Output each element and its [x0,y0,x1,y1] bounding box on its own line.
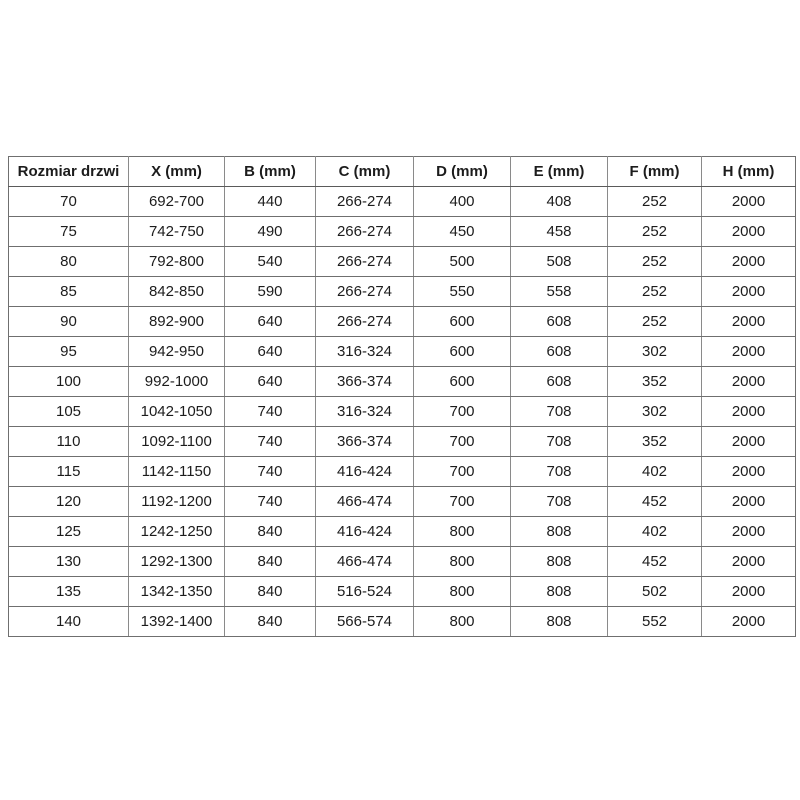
table-cell: 508 [511,247,608,277]
table-cell: 416-424 [316,517,414,547]
table-cell: 2000 [702,397,796,427]
table-cell: 266-274 [316,277,414,307]
table-cell: 115 [9,457,129,487]
column-header: D (mm) [414,157,511,187]
table-row [9,577,796,607]
table-cell: 316-324 [316,397,414,427]
table-cell: 2000 [702,517,796,547]
table-row [9,307,796,337]
table-cell: 70 [9,187,129,217]
table-cell: 135 [9,577,129,607]
table-cell: 740 [225,457,316,487]
table-cell: 2000 [702,187,796,217]
table-cell: 466-474 [316,487,414,517]
table-body [9,187,796,637]
table-cell: 450 [414,217,511,247]
table-cell: 740 [225,487,316,517]
table-cell: 1092-1100 [129,427,225,457]
table-cell: 2000 [702,217,796,247]
table-cell: 502 [608,577,702,607]
table-cell: 590 [225,277,316,307]
table-cell: 640 [225,337,316,367]
table-cell: 266-274 [316,307,414,337]
table-cell: 700 [414,487,511,517]
table-cell: 440 [225,187,316,217]
table-cell: 1042-1050 [129,397,225,427]
door-size-table [8,156,796,637]
table-cell: 2000 [702,547,796,577]
table-cell: 1192-1200 [129,487,225,517]
table-cell: 558 [511,277,608,307]
table-cell: 316-324 [316,337,414,367]
table-cell: 608 [511,367,608,397]
table-cell: 458 [511,217,608,247]
table-cell: 140 [9,607,129,637]
table-cell: 800 [414,607,511,637]
table-cell: 992-1000 [129,367,225,397]
table-cell: 125 [9,517,129,547]
table-cell: 120 [9,487,129,517]
table-cell: 105 [9,397,129,427]
table-cell: 640 [225,367,316,397]
table-cell: 466-474 [316,547,414,577]
table-cell: 110 [9,427,129,457]
table-cell: 352 [608,367,702,397]
table-cell: 302 [608,397,702,427]
table-cell: 740 [225,427,316,457]
table-cell: 416-424 [316,457,414,487]
table-row [9,217,796,247]
table-cell: 252 [608,277,702,307]
table-cell: 2000 [702,607,796,637]
table-cell: 252 [608,247,702,277]
table-row [9,487,796,517]
header-row [9,157,796,187]
table-cell: 700 [414,457,511,487]
table-cell: 808 [511,517,608,547]
table-row [9,337,796,367]
table-cell: 95 [9,337,129,367]
table-cell: 302 [608,337,702,367]
table-cell: 840 [225,577,316,607]
table-cell: 80 [9,247,129,277]
table-cell: 800 [414,517,511,547]
table-row [9,427,796,457]
table-cell: 700 [414,427,511,457]
table-cell: 100 [9,367,129,397]
table-cell: 640 [225,307,316,337]
table-cell: 792-800 [129,247,225,277]
table-cell: 2000 [702,307,796,337]
table-cell: 566-574 [316,607,414,637]
table-cell: 700 [414,397,511,427]
table-row [9,607,796,637]
column-header: E (mm) [511,157,608,187]
table-cell: 85 [9,277,129,307]
table-cell: 366-374 [316,367,414,397]
table-cell: 842-850 [129,277,225,307]
table-cell: 266-274 [316,217,414,247]
column-header: F (mm) [608,157,702,187]
table-cell: 1142-1150 [129,457,225,487]
table-cell: 2000 [702,367,796,397]
table-cell: 2000 [702,487,796,517]
table-cell: 252 [608,187,702,217]
table-cell: 2000 [702,247,796,277]
table-cell: 400 [414,187,511,217]
table-cell: 942-950 [129,337,225,367]
table-cell: 600 [414,367,511,397]
table-row [9,277,796,307]
table-cell: 452 [608,487,702,517]
table-cell: 808 [511,607,608,637]
table-cell: 130 [9,547,129,577]
table-cell: 600 [414,337,511,367]
table-cell: 408 [511,187,608,217]
table-cell: 708 [511,427,608,457]
table-cell: 550 [414,277,511,307]
table-cell: 266-274 [316,247,414,277]
table-cell: 840 [225,517,316,547]
table-row [9,397,796,427]
table-cell: 2000 [702,277,796,307]
table-cell: 892-900 [129,307,225,337]
column-header: X (mm) [129,157,225,187]
table-cell: 2000 [702,337,796,367]
table-cell: 840 [225,547,316,577]
table-cell: 540 [225,247,316,277]
table-cell: 692-700 [129,187,225,217]
table-cell: 252 [608,217,702,247]
table-row [9,247,796,277]
column-header: B (mm) [225,157,316,187]
table-cell: 1392-1400 [129,607,225,637]
table-cell: 800 [414,547,511,577]
table-cell: 840 [225,607,316,637]
table-cell: 90 [9,307,129,337]
table-cell: 600 [414,307,511,337]
table-row [9,367,796,397]
table-cell: 2000 [702,577,796,607]
table-cell: 402 [608,457,702,487]
table-cell: 452 [608,547,702,577]
column-header: H (mm) [702,157,796,187]
table-cell: 708 [511,457,608,487]
table-cell: 75 [9,217,129,247]
table-row [9,187,796,217]
table-cell: 516-524 [316,577,414,607]
table-cell: 266-274 [316,187,414,217]
table-cell: 552 [608,607,702,637]
column-header: Rozmiar drzwi [9,157,129,187]
table-cell: 402 [608,517,702,547]
table-cell: 808 [511,577,608,607]
table-cell: 252 [608,307,702,337]
table-cell: 366-374 [316,427,414,457]
table-cell: 1242-1250 [129,517,225,547]
table-cell: 742-750 [129,217,225,247]
table-cell: 352 [608,427,702,457]
table-cell: 2000 [702,457,796,487]
table-cell: 1342-1350 [129,577,225,607]
table-cell: 1292-1300 [129,547,225,577]
table-cell: 608 [511,307,608,337]
column-header: C (mm) [316,157,414,187]
table-cell: 740 [225,397,316,427]
table-cell: 808 [511,547,608,577]
table-cell: 708 [511,397,608,427]
table-row [9,517,796,547]
table-cell: 500 [414,247,511,277]
table-cell: 708 [511,487,608,517]
table-row [9,547,796,577]
table-cell: 800 [414,577,511,607]
table-row [9,457,796,487]
table-cell: 490 [225,217,316,247]
table-cell: 608 [511,337,608,367]
table-cell: 2000 [702,427,796,457]
